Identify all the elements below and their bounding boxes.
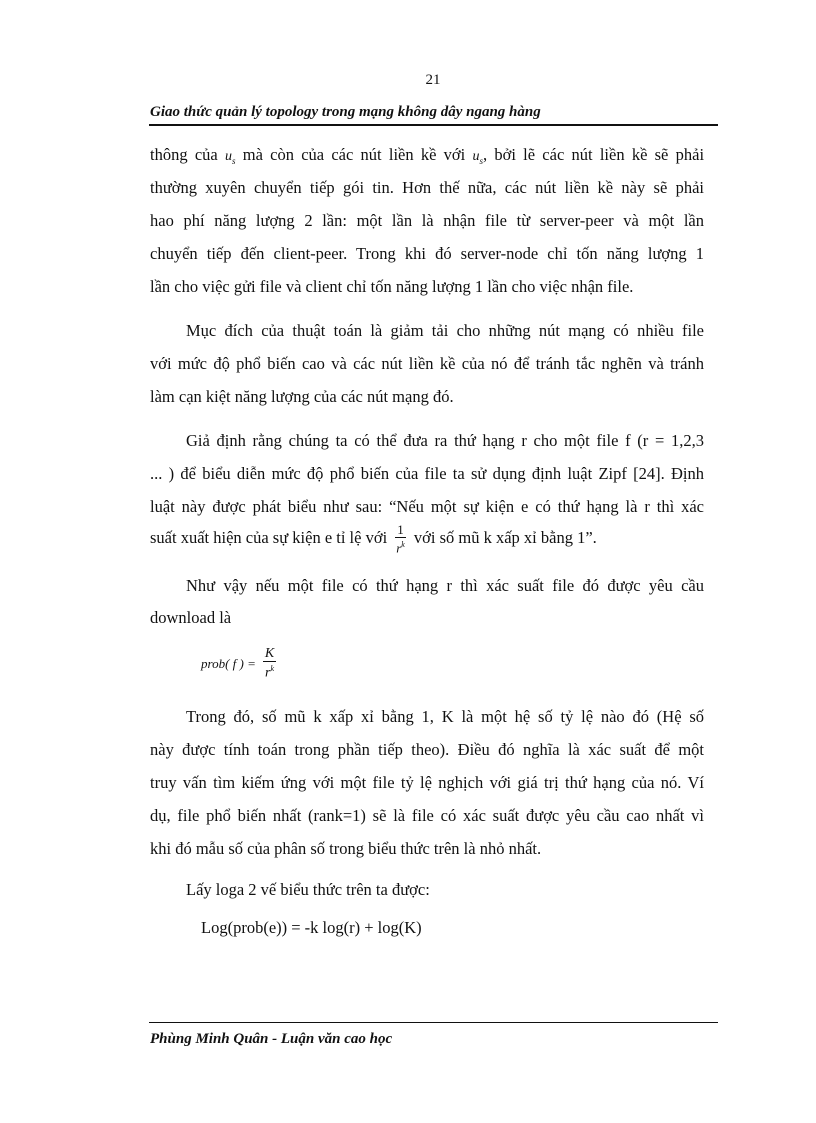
paragraph-1-line-3: hao phí năng lượng 2 lần: một lần là nhận file từ server-peer và một lần bbox=[150, 211, 704, 230]
page-number: 21 bbox=[425, 72, 441, 88]
header-divider bbox=[149, 124, 718, 126]
paragraph-3-line-4: suất xuất hiện của sự kiện e tỉ lệ với $\frac{1}{r^k}$ với số mũ k xấp xỉ bằng 1”. bbox=[150, 522, 597, 556]
paragraph-5-line-1: Trong đó, số mũ k xấp xỉ bằng 1, K là một hệ số tỷ lệ nào đó (Hệ số bbox=[186, 707, 704, 726]
variable-u-s-2: $u_s$ bbox=[472, 149, 483, 166]
paragraph-2-line-3: làm cạn kiệt năng lượng của các nút mạng đó. bbox=[150, 387, 454, 406]
paragraph-3-line-1: Giả định rằng chúng ta có thể đưa ra thứ hạng r cho một file f (r = 1,2,3 bbox=[186, 431, 704, 450]
paragraph-1-line-2: thường xuyên chuyển tiếp gói tin. Hơn thế nữa, các nút liền kề này sẽ phải bbox=[150, 178, 704, 197]
zipf-formula: prob( f ) = $\frac{K}{r^k}$ bbox=[201, 646, 275, 681]
paragraph-4-line-2: download là bbox=[150, 608, 232, 627]
paragraph-1-line-4: chuyển tiếp đến client-peer. Trong khi đó server-node chỉ tốn năng lượng 1 bbox=[150, 244, 704, 263]
paragraph-5-line-3: truy vấn tìm kiếm ứng với một file tỷ lệ nghịch với giá trị thứ hạng của nó. Ví bbox=[150, 773, 704, 792]
paragraph-5-line-2: này được tính toán trong phần tiếp theo). Điều đó nghĩa là xác suất để một bbox=[150, 740, 704, 759]
running-header-title: Giao thức quản lý topology trong mạng không dây ngang hàng bbox=[150, 104, 541, 120]
paragraph-3-line-3: luật này được phát biểu như sau: “Nếu một sự kiện e có thứ hạng là r thì xác bbox=[150, 497, 704, 516]
fraction-one-over-r-k: $\frac{1}{r^k}$ bbox=[396, 522, 405, 556]
paragraph-1-line-1: thông của $u_s$ mà còn của các nút liền kề với $u_s$, bởi lẽ các nút liền kề sẽ phải bbox=[150, 145, 705, 166]
paragraph-3-line-2: ... ) để biểu diễn mức độ phổ biến của file ta sử dụng định luật Zipf [24]. Định bbox=[150, 464, 704, 483]
paragraph-1-line-5: lần cho việc gửi file và client chỉ tốn năng lượng 1 lần cho việc nhận file. bbox=[150, 277, 634, 296]
paragraph-5-line-5: khi đó mẫu số của phân số trong biểu thức trên là nhỏ nhất. bbox=[150, 839, 542, 858]
footer-divider bbox=[149, 1022, 718, 1023]
paragraph-6-line-1: Lấy loga 2 vế biểu thức trên ta được: bbox=[186, 880, 430, 899]
paragraph-4-line-1: Như vậy nếu một file có thứ hạng r thì xác suất file đó được yêu cầu bbox=[186, 576, 704, 595]
paragraph-5-line-4: dụ, file phổ biến nhất (rank=1) sẽ là file có xác suất được yêu cầu cao nhất vì bbox=[150, 806, 704, 825]
variable-u-s: $u_s$ bbox=[224, 149, 236, 166]
log-equation: Log(prob(e)) = -k log(r) + log(K) bbox=[201, 918, 422, 937]
footer-author: Phùng Minh Quân - Luận văn cao học bbox=[150, 1031, 393, 1047]
paragraph-2-line-1: Mục đích của thuật toán là giảm tải cho những nút mạng có nhiều file bbox=[186, 321, 704, 340]
paragraph-2-line-2: với mức độ phổ biến cao và các nút liền kề của nó để tránh tắc nghẽn và tránh bbox=[150, 354, 704, 373]
